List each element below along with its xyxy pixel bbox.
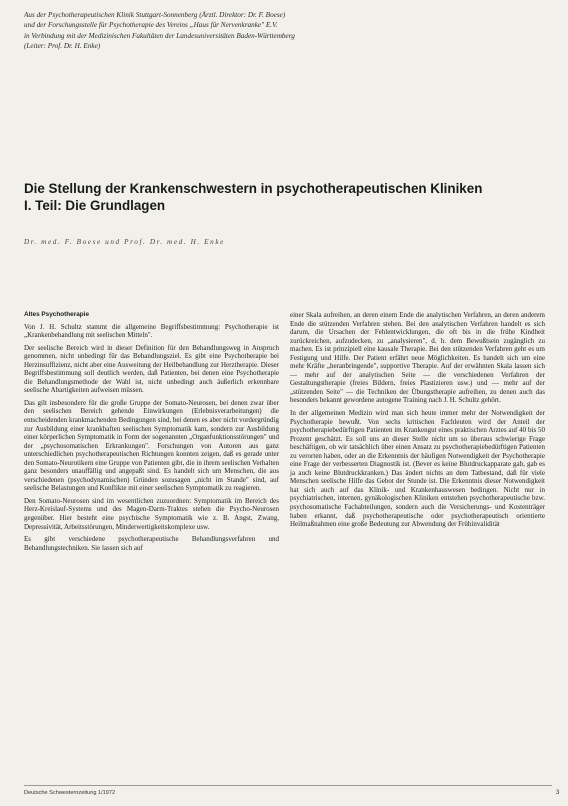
affiliation-line: (Leiter: Prof. Dr. H. Enke): [24, 41, 101, 50]
section-heading: Altes Psychotherapie: [24, 311, 89, 318]
paragraph: einer Skala aufreihen, an deren einem Ende die analytischen Verfahren, an deren anderem Ende die stützenden Verfahren stehen. Bei den analytischen Verfahren handelt es sich darum, die Ursachen der Fehlentwicklungen, die oft bis in die frühe Kindheit zurückreichen, aufzudecken, zu „analysieren", d. h. dem Bewußtsein zugänglich zu machen. Es ist prinzipiell eine kausale Therapie. Bei den stützenden Verfahren geht es um Festigung und Hilfe. Der Patient erfährt neue Möglichkeiten. Es handelt sich um eine mehr Kräfte „heranbringende", supportive Therapie. Auf der erwähnten Skala lassen sich — mehr auf der analytischen Seite — die verschiedenen Verfahren der Gestaltungstherapie (freies Bildern, freies Plastizieren usw.) und — mehr auf der „stützenden Seite" — die Techniken der Übungstherapie aufreihen, zu denen auch das besonders bekannt gewordene autogene Training nach J. H. Schultz gehört.: [290, 311, 545, 405]
affiliation-line: in Verbindung mit der Medizinischen Fakultäten der Landesuniversitäten Baden-Württemberg: [24, 31, 295, 40]
journal-footer: Deutsche Schwesternzeitung 1/1972: [24, 790, 116, 796]
paragraph: Den Somato-Neurosen sind im wesentlichen zuzuordnen: Symptomatik im Bereich des Herz-Kreislauf-Systems und des Magen-Darm-Traktes stehen die Psycho-Neurosen gegenüber. Hier besteht eine psychische Symptomatik wie z. B. Angst, Zwang, Depressivität, Arbeitsstörungen, Minderwertigkeitskomplexe usw.: [24, 496, 279, 531]
page-number: 3: [556, 790, 560, 796]
paragraph: Das gilt insbesondere für die große Gruppe der Somato-Neurosen, bei denen zwar über den seelischen Bereich gehende Einwirkungen (Erlebnisverarbeitungen) die entscheidenden krankmachenden Bedingungen sind, bei denen es aber nicht vordergründig zur Ausbildung einer krankhaften seelischen Symptomatik kam, sondern zur Ausbildung einer körperlichen Symptomatik in Form der sogenannten „Organfunktionsstörungen" und der „psychosomatischen Erkrankungen". Forschungen von Autoren aus ganz unterschiedlichen psychotherapeutischen Richtungen konnten zeigen, daß es gerade unter den Somato-Neurotikern eine Gruppe von Patienten gibt, die in ihrem seelischen Verhalten ganz besonders unauffällig und angepaßt sind. Es handelt sich um Menschen, die aus verschiedenen (psychodynamischen) Gründen sozusagen „nicht im Stande" sind, auf seelische Belastungen und Konflikte mit einer seelischen Symptomatik zu reagieren.: [24, 398, 279, 493]
affiliation-line: Aus der Psychotherapeutischen Klinik Stuttgart-Sonnenberg (Ärztl. Direktor: Dr. F. Boese): [24, 11, 286, 19]
left-column: [24, 311, 279, 556]
footer-divider: [24, 785, 552, 786]
article-title: [24, 180, 554, 214]
paragraph: Von J. H. Schultz stammt die allgemeine Begriffsbestimmung: Psychotherapie ist „Krankenbehandlung mit seelischen Mitteln".: [24, 322, 279, 340]
paragraph: Es gibt verschiedene psychotherapeutische Behandlungsverfahren und Behandlungstechniken. Sie lassen sich auf: [24, 535, 279, 552]
right-column: [290, 311, 545, 533]
paragraph: In der allgemeinen Medizin wird man sich heute immer mehr der Notwendigkeit der Psychotherapie bewußt. Von sechs kritischen Fachleuten wird der Anteil der psychotherapiebedürftigen Patienten im Krankengut eines praktischen Arztes auf 40 bis 50 Prozent geschätzt. Es soll uns an dieser Stelle nicht um so überaus schwierige Frage beschäftigen, ob wir tatsächlich über einen Ansatz zu psychotherapiebedürftigen Patienten zu verorten haben, oder an die Erkenntnis der häufigen Notwendigkeit der Psychotherapie eine Frage der verbesserten Diagnostik ist. (Bever es keine Blutdruckapparate gab, gab es ja auch keine Blutdruckkranken.) Das ändert nichts an dem Tatbestand, daß für viele Menschen seelische Hilfe das Gebot der Stunde ist. Die Erkenntnis dieser Notwendigkeit hat sich auch auf das Klinik- und Krankenhauswesen bedingen. Nicht nur in psychiatrischen, internen, gynäkologischen Kliniken entstehen psychotherapeutische bzw. psychosomatische Fachabteilungen, sondern auch die Versicherungs- und Kostenträger haben erkannt, daß psychotherapeutische oder psychotherapeutisch orientierte Heilmaßnahmen eine große Bedeutung zur Abwendung der Frühinvalidität: [290, 409, 545, 529]
authors: Dr. med. F. Boese und Prof. Dr. med. H. Enke: [24, 238, 225, 246]
title-line-2: I. Teil: Die Grundlagen: [24, 198, 166, 213]
affiliation: [24, 10, 544, 51]
affiliation-line: und der Forschungsstelle für Psychotherapie des Vereins „Haus für Nervenkranke" E.V.: [24, 21, 278, 30]
title-line-1: Die Stellung der Krankenschwestern in psychotherapeutischen Kliniken: [24, 181, 483, 196]
paragraph: Der seelische Bereich wird in dieser Definition für den Behandlungsweg in Anspruch genommen, nicht unbedingt für das Behandlungsziel. Es gibt eine Psychotherapie bei Herzinsuffizienz, nicht aber eine Ausweitung der Heilbehandlung zur Herztherapie. Dieser Begriffsbestimmung soll deutlich werden, daß Patienten, bei denen eine Psychotherapie die Behandlungsmethode der Wahl ist, nicht unbedingt auch äußerlich erkennbare seelische Abartigkeiten aufweisen müssen.: [24, 343, 279, 395]
